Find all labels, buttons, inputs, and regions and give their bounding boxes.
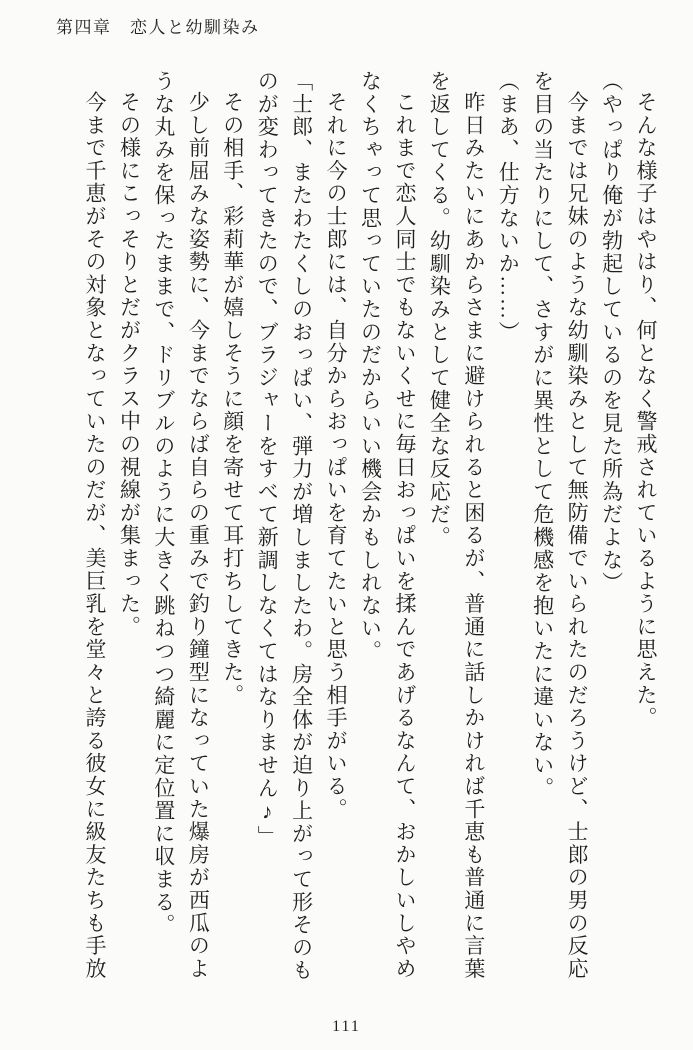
paragraph: 今まで千恵がその対象となっていたのだが、美巨乳を堂々と誇る彼女に級友たちも手放 — [83, 91, 107, 981]
chapter-header: 第四章 恋人と幼馴染み — [56, 18, 260, 37]
page-number: 111 — [332, 1018, 361, 1035]
paragraph: （やっぱり俺が勃起しているのを見た所為だよな） — [599, 70, 624, 595]
paragraph: 少し前屈みな姿勢に、今までならば自らの重みで釣り鐘型になっていた爆房が西瓜のような丸みを保ったままで、ドリブルのように大きく跳ねつつ綺麗に定位置に収まる。 — [151, 70, 211, 981]
vertical-text-block — [78, 70, 663, 1000]
paragraph: 昨日みたいにあからさまに避けられると困るが、普通に話しかければ千恵も普通に言葉を返してくる。幼馴染みとして健全な反応だ。 — [427, 70, 486, 981]
paragraph: 「士郎、またわたくしのおっぱい、弾力が増しましたわ。房全体が迫り上がって形そのものが変わってきたので、ブラジャーをすべて新調しなくてはなりません♪」 — [255, 70, 314, 982]
paragraph: そんな様子はやはり、何となく警戒されているように思えた。 — [634, 91, 658, 730]
paragraph: それに今の士郎には、自分からおっぱいを育てたいと思う相手がいる。 — [324, 91, 349, 821]
paragraph: その様にこっそりとだがクラス中の視線が集まった。 — [117, 91, 142, 639]
paragraph: その相手、彩莉華が嬉しそうに顔を寄せて耳打ちしてきた。 — [220, 91, 245, 707]
paragraph: （まあ、仕方ないか……） — [496, 70, 521, 344]
paragraph: これまで恋人同士でもないくせに毎日おっぱいを揉んであげるなんて、おかしいしやめなくちゃって思っていたのだからいい機会かもしれない。 — [358, 70, 417, 981]
paragraph: 今までは兄妹のような幼馴染みとして無防備でいられたのだろうけど、士郎の男の反応を目の当たりにして、さすがに異性として危機感を抱いたに違いない。 — [530, 70, 590, 981]
